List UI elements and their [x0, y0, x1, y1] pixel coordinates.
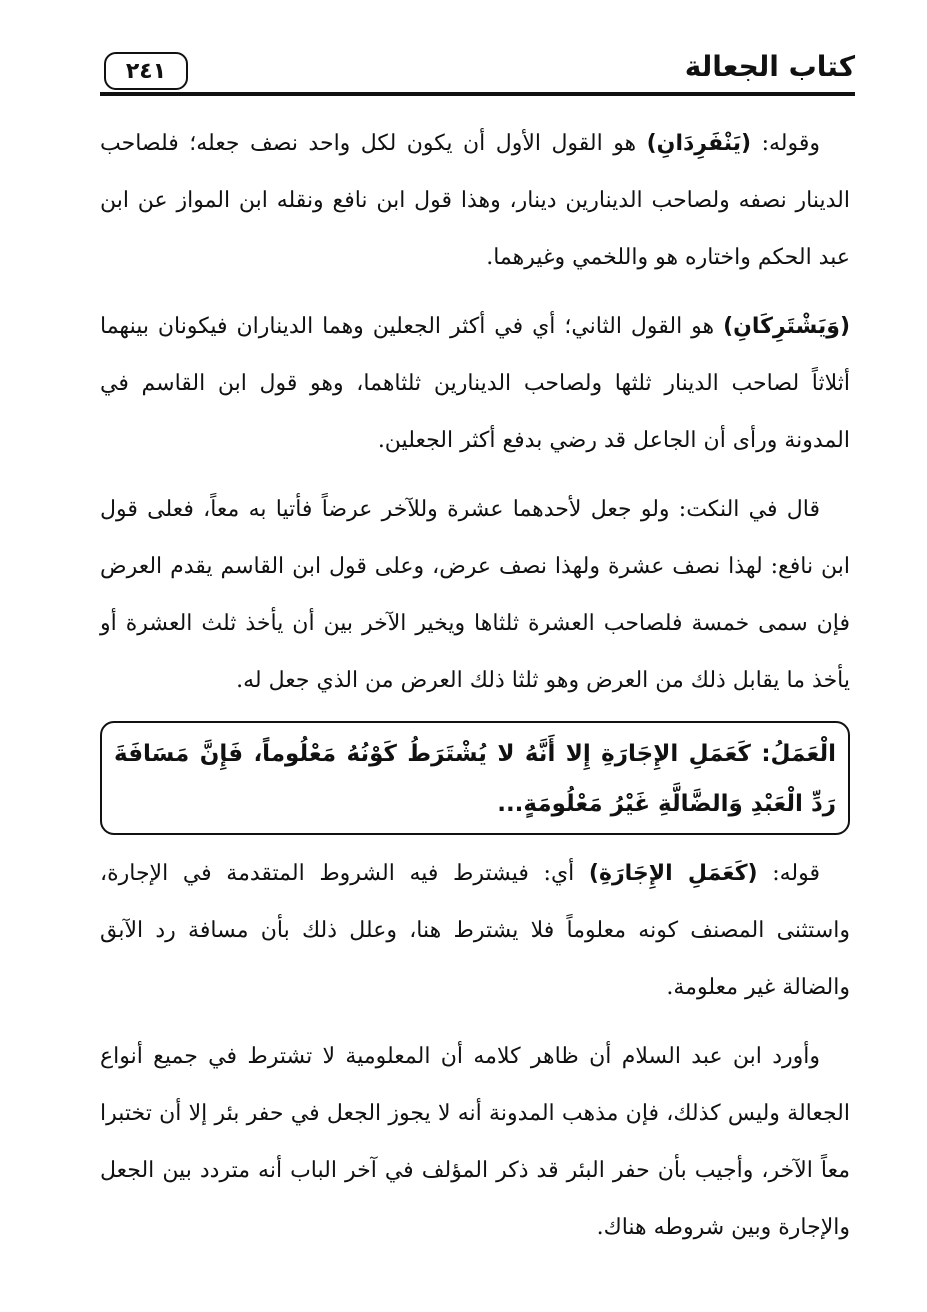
paragraph-text: وأورد ابن عبد السلام أن ظاهر كلامه أن المعلومية لا تشترط في جميع أنواع الجعالة وليس كذلك، فإن مذهب المدونة أنه لا يجوز الجعل في حفر بئر إلا أن تختبرا معاً الآخر، وأجيب بأن حفر البئر قد ذكر المؤلف في آخر الباب أنه متردد بين الجعل والإجارة وبين شروطه هناك. — [100, 1044, 850, 1240]
paragraph-text: أي: فيشترط فيه الشروط المتقدمة في الإجارة، واستثنى المصنف كونه معلوماً فلا يشترط هنا، وعلل ذلك بأن مسافة رد الآبق والضالة غير معلومة. — [100, 861, 850, 1000]
paragraph-text: قال في النكت: ولو جعل لأحدهما عشرة وللآخر عرضاً فأتيا به معاً، فعلى قول ابن نافع: لهذا نصف عشرة ولهذا نصف عرض، وعلى قول ابن القاسم يقدم العرض فإن سمى خمسة فلصاحب العشرة ثلثاها ويخير الآخر بين أن يأخذ ثلث العشرة أو يأخذ ما يقابل ذلك من العرض وهو ثلثا ذلك العرض من الذي جعل له. — [100, 497, 850, 693]
paragraph-text: هو القول الأول أن يكون لكل واحد نصف جعله؛ فلصاحب الدينار نصفه ولصاحب الدينارين دينار، وهذا قول ابن نافع ونقله ابن المواز عن ابن عبد الحكم واختاره هو واللخمي وغيرهما. — [100, 131, 850, 270]
page-number: ٢٤١ — [104, 52, 188, 90]
term-highlight: (وَيَشْتَرِكَانِ) — [723, 314, 850, 339]
page-header — [100, 50, 855, 98]
term-highlight: (كَعَمَلِ الإِجَارَةِ) — [588, 861, 758, 886]
paragraph-1 — [100, 115, 850, 286]
page-body — [100, 115, 850, 1256]
paragraph-lead: وقوله: — [751, 131, 820, 156]
paragraph-4 — [100, 845, 850, 1016]
header-rule — [100, 92, 855, 96]
paragraph-2 — [100, 298, 850, 469]
paragraph-3 — [100, 481, 850, 709]
matn-text: الْعَمَلُ: كَعَمَلِ الإِجَارَةِ إِلا أَنَّهُ لا يُشْتَرَطُ كَوْنُهُ مَعْلُوماً، فَإِنَّ مَسَافَةَ رَدِّ الْعَبْدِ وَالضَّالَّةِ غَيْرُ مَعْلُومَةٍ... — [114, 741, 836, 817]
term-highlight: (يَنْفَرِدَانِ) — [646, 131, 752, 156]
chapter-title: كتاب الجعالة — [684, 50, 855, 83]
paragraph-lead: قوله: — [757, 861, 820, 886]
paragraph-5 — [100, 1028, 850, 1256]
paragraph-text: هو القول الثاني؛ أي في أكثر الجعلين وهما الديناران فيكونان بينهما أثلاثاً لصاحب الدينار ثلثها ولصاحب الدينارين ثلثاهما، وهو قول ابن القاسم في المدونة ورأى أن الجاعل قد رضي بدفع أكثر الجعلين. — [100, 314, 850, 453]
matn-box — [100, 721, 850, 835]
